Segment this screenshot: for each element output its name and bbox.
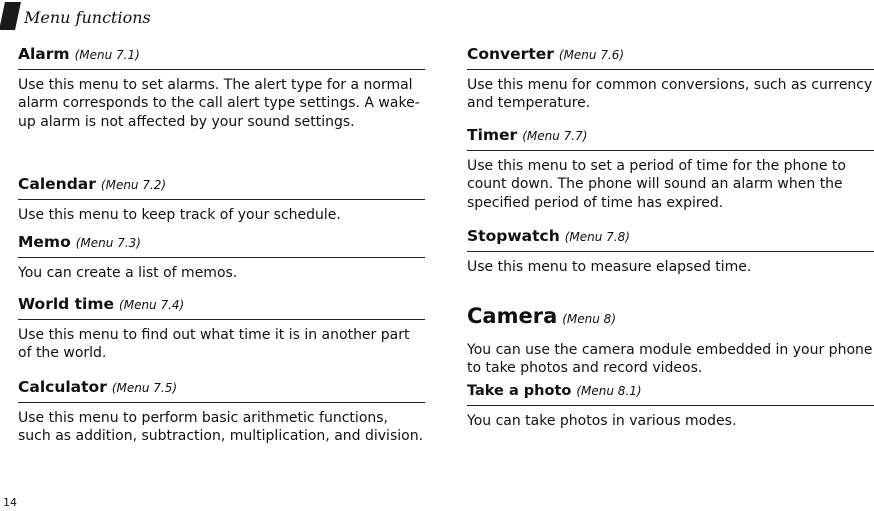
section-title: Stopwatch (467, 227, 560, 245)
section-body: Use this menu to perform basic arithmetic functions, such as addition, subtraction, multiplication, and division. (18, 410, 424, 445)
menu-ref: (Menu 8.1) (576, 384, 642, 398)
section-title: Alarm (18, 45, 70, 63)
header-bar-decoration (0, 2, 21, 30)
section-rule (467, 69, 874, 70)
section-rule (18, 69, 425, 70)
menu-ref: (Menu 7.3) (75, 236, 141, 250)
menu-ref: (Menu 7.4) (119, 298, 185, 312)
menu-ref: (Menu 7.5) (111, 381, 178, 395)
section-stopwatch (467, 226, 874, 303)
section-camera (467, 303, 874, 381)
left-column (18, 44, 425, 446)
section-rule (18, 257, 425, 258)
section-title: Take a photo (467, 383, 572, 399)
menu-ref: (Menu 7.1) (74, 48, 140, 62)
section-rule (18, 199, 425, 200)
section-memo (18, 232, 425, 294)
section-title: World time (18, 295, 115, 313)
section-body: Use this menu to find out what time it is in another part of the world. (18, 327, 410, 362)
section-rule (18, 319, 425, 320)
section-title: Camera (467, 304, 558, 328)
section-body: Use this menu to set alarms. The alert type for a normal alarm corresponds to the call alert type settings. A wake-up alarm is not affected by your sound settings. (18, 77, 420, 130)
section-world-time (18, 294, 425, 377)
section-rule (467, 150, 874, 151)
section-title: Calendar (18, 175, 96, 193)
section-body: You can take photos in various modes. (467, 413, 737, 429)
section-title: Converter (467, 45, 554, 63)
menu-ref: (Menu 7.8) (564, 230, 630, 244)
section-rule (467, 405, 874, 406)
section-body: Use this menu to set a period of time for the phone to count down. The phone will sound an alarm when the specified period of time has expired. (467, 158, 846, 211)
section-alarm (18, 44, 425, 174)
section-converter (467, 44, 874, 125)
section-take-a-photo (467, 381, 874, 430)
section-title: Calculator (18, 378, 107, 396)
section-title: Timer (467, 126, 518, 144)
page-header (0, 0, 300, 32)
section-body: Use this menu for common conversions, such as currency and temperature. (467, 77, 873, 112)
page-number: 14 (3, 496, 17, 509)
section-rule (467, 251, 874, 252)
section-rule (18, 402, 425, 403)
section-body: You can use the camera module embedded in your phone to take photos and record videos. (467, 342, 873, 377)
section-body: Use this menu to measure elapsed time. (467, 259, 752, 275)
section-title: Memo (18, 233, 71, 251)
menu-ref: (Menu 7.7) (522, 129, 588, 143)
section-body: You can create a list of memos. (18, 265, 238, 281)
header-title: Menu functions (24, 8, 151, 27)
section-calendar (18, 174, 425, 232)
right-column (467, 44, 874, 430)
menu-ref: (Menu 7.6) (558, 48, 625, 62)
section-calculator (18, 377, 425, 446)
menu-ref: (Menu 8) (562, 312, 616, 326)
section-timer (467, 125, 874, 226)
menu-ref: (Menu 7.2) (100, 178, 167, 192)
section-body: Use this menu to keep track of your schedule. (18, 207, 341, 223)
